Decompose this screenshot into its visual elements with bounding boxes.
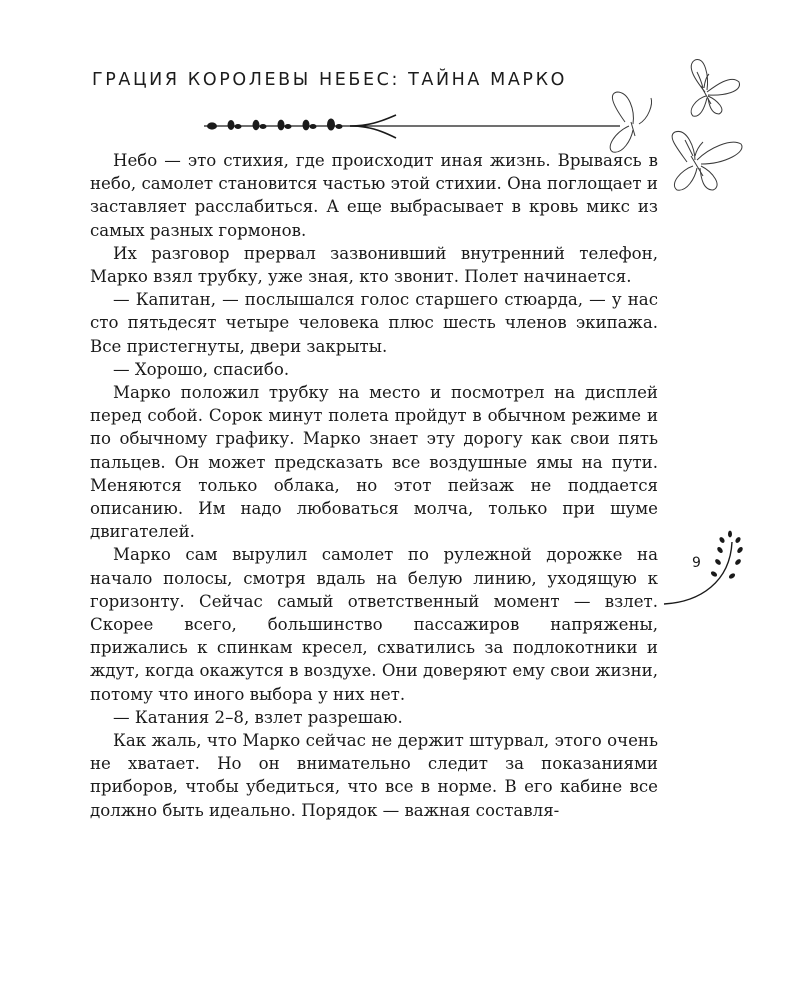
page-number-ornament xyxy=(660,522,750,612)
running-title: ГРАЦИЯ КОРОЛЕВЫ НЕБЕС: ТАЙНА МАРКО xyxy=(92,70,567,90)
paragraph: Небо — это стихия, где происходит иная жизнь. Врываясь в небо, самолет становится частью этой стихии. Она поглощает и заставляет расслабиться. А еще выбрасывает в кровь микс из самых разных гормонов. xyxy=(90,151,658,240)
butterfly-lower xyxy=(610,92,651,152)
paragraph: Марко положил трубку на место и посмотрел на дисплей перед собой. Сорок минут полета пройдут в обычном режиме и по обычному графику. Марко знает эту дорогу как свои пять пальцев. Он может предсказать все воздушные ямы на пути. Меняются только облака, но этот пейзаж не поддается описанию. Им надо любоваться молча, только при шуме двигателей. xyxy=(90,383,658,542)
paragraph: — Хорошо, спасибо. xyxy=(113,359,290,379)
vine-rule-ornament xyxy=(200,112,630,142)
paragraph: Их разговор прервал зазвонивший внутренний телефон, Марко взял трубку, уже зная, кто звонит. Полет начинается. xyxy=(90,243,658,287)
butterfly-upper xyxy=(691,59,739,116)
paragraph: Марко сам вырулил самолет по рулежной дорожке на начало полосы, смотря вдаль на белую линию, уходящую к горизонту. Сейчас самый ответственный момент — взлет. Скорее всего, большинство пассажиров напряжены, прижались к спинкам кресел, схватились за подлокотники и ждут, когда окажутся в воздухе. Они доверяют ему свои жизни, потому что иного выбора у них нет. xyxy=(90,545,658,704)
page-number: 9 xyxy=(692,555,701,571)
butterfly-right xyxy=(672,131,742,190)
paragraph: — Катания 2–8, взлет разрешаю. xyxy=(113,707,403,727)
body-text xyxy=(90,149,658,822)
paragraph: — Капитан, — послышался голос старшего стюарда, — у нас сто пятьдесят четыре человека плюс шесть членов экипажа. Все пристегнуты, двери закрыты. xyxy=(90,290,658,356)
paragraph: Как жаль, что Марко сейчас не держит штурвал, этого очень не хватает. Но он внимательно следит за показаниями приборов, чтобы убедиться, что все в норме. В его кабине все должно быть идеально. Порядок — важная составля- xyxy=(90,731,658,820)
